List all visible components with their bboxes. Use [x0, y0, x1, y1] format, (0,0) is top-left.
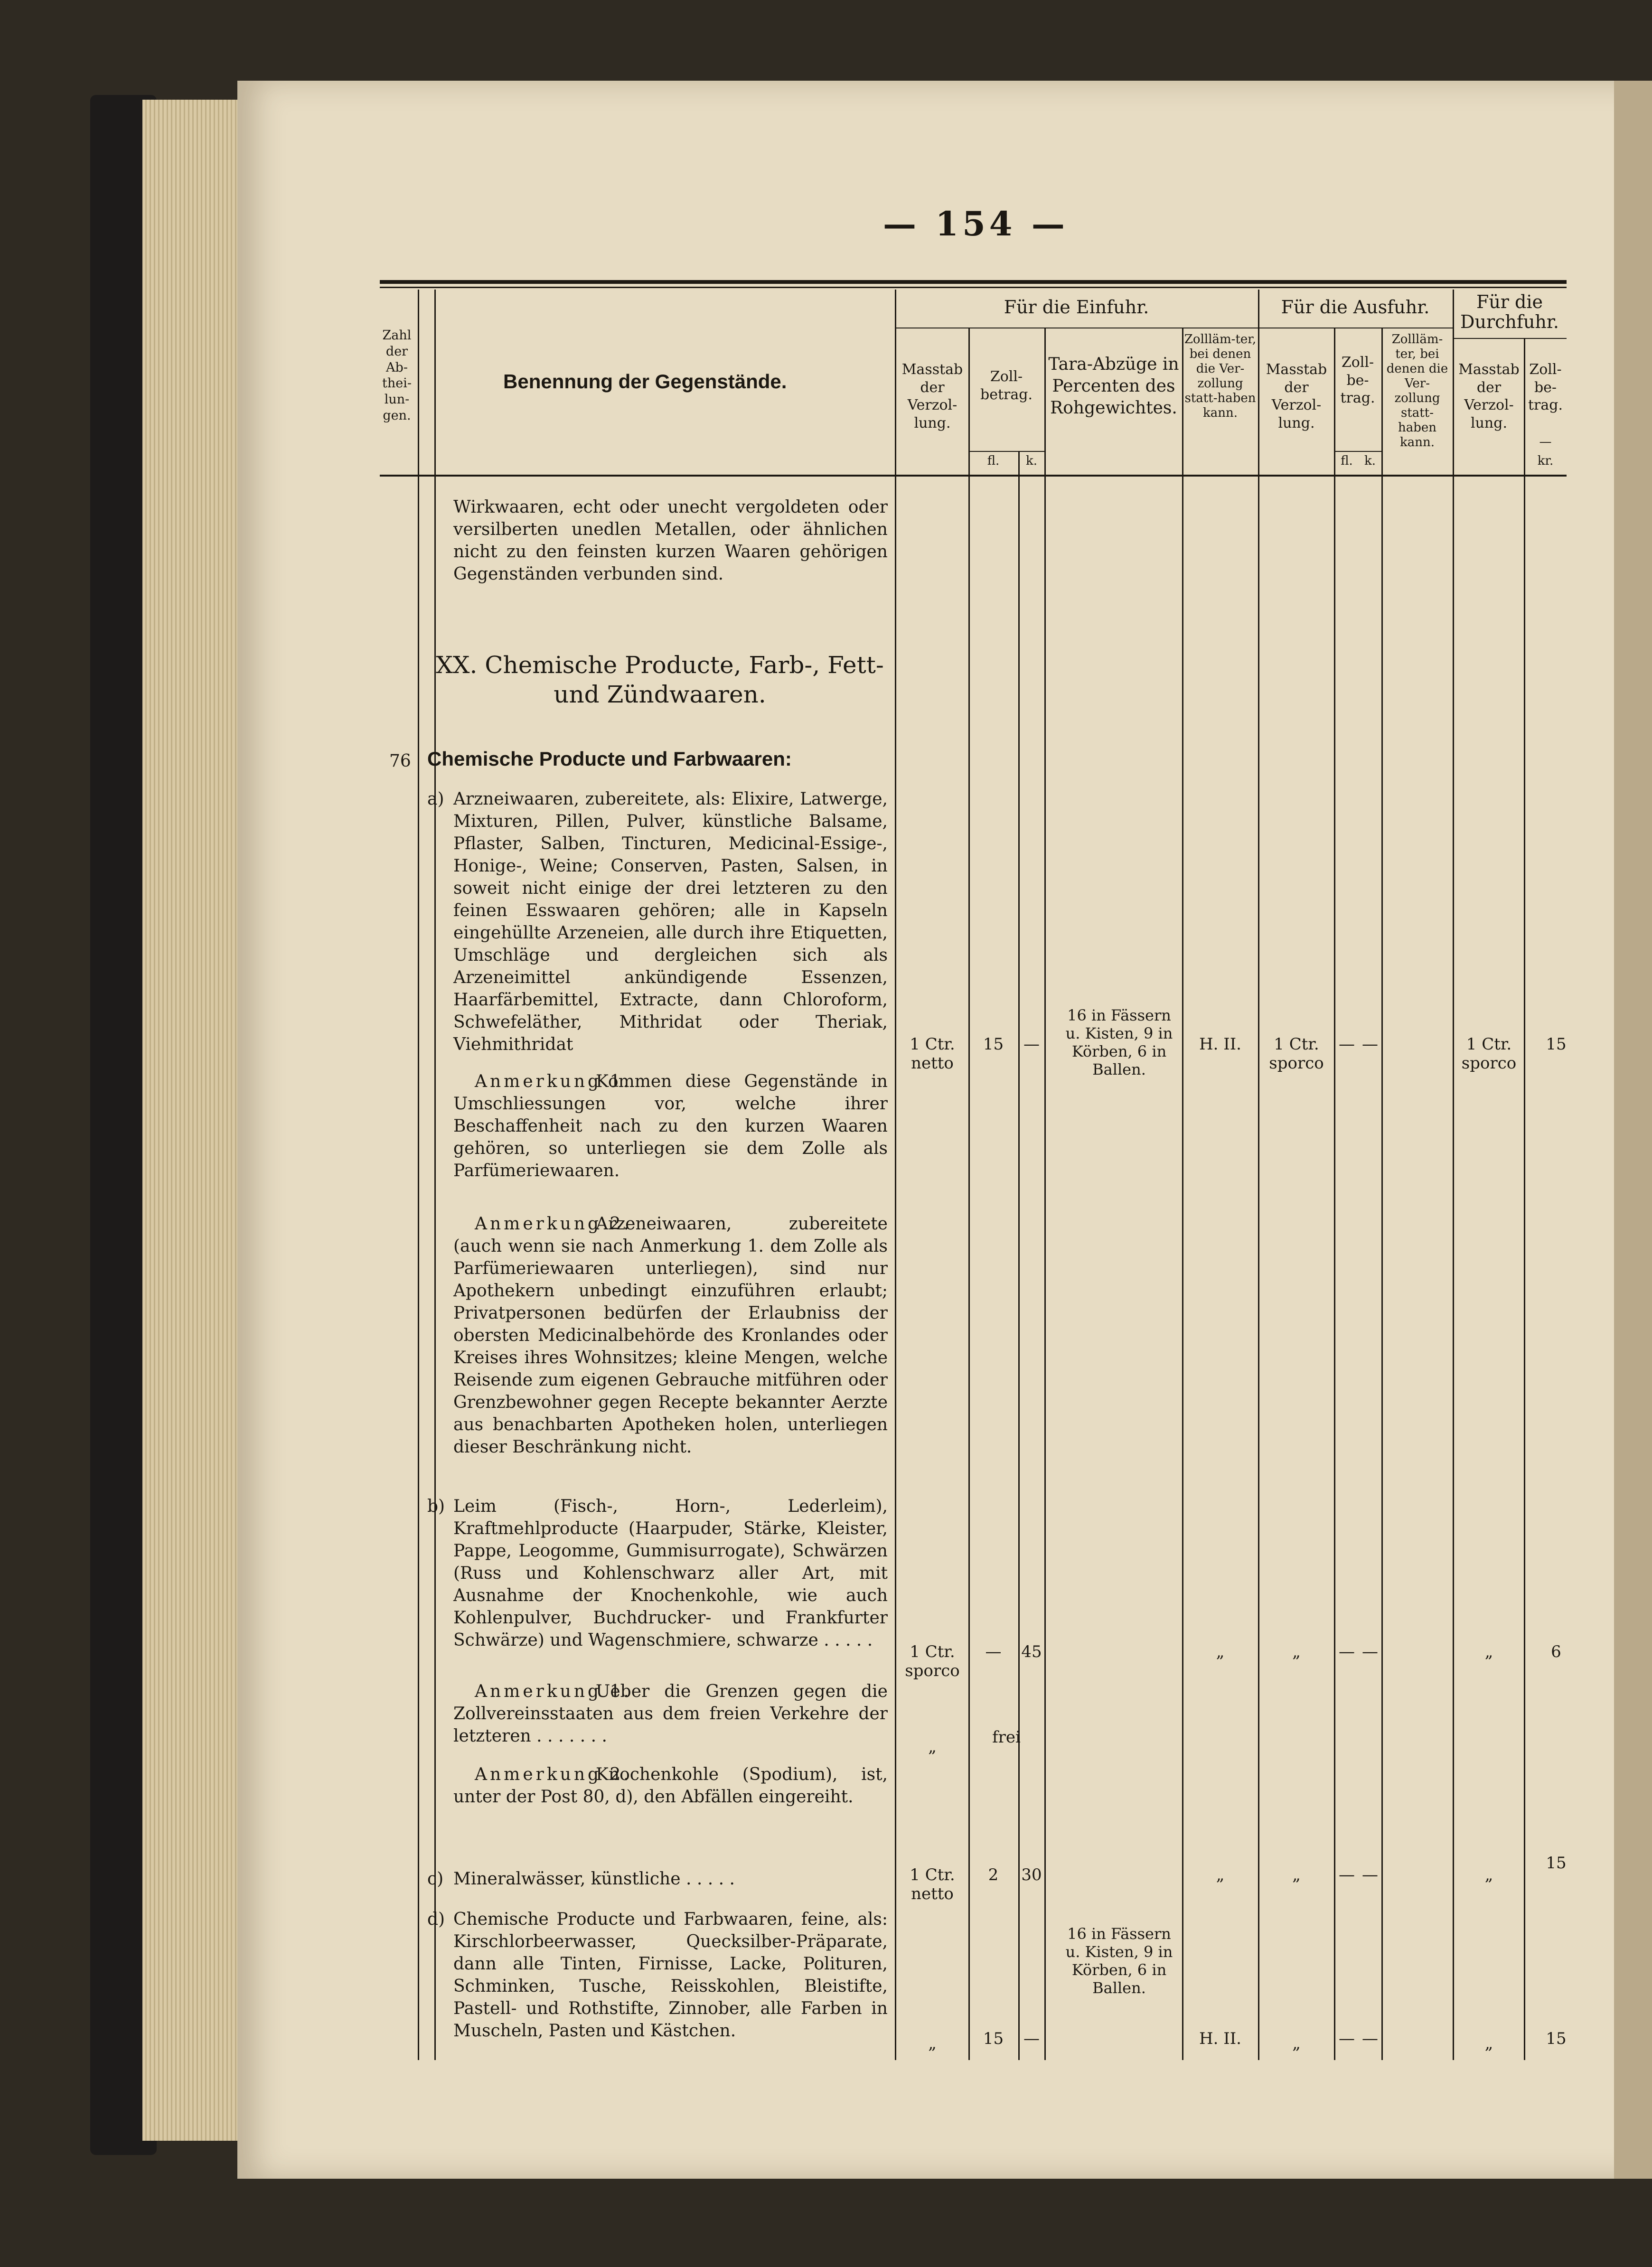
a-aemter: H. II. — [1199, 1035, 1241, 1054]
d-durch-masstab: „ — [1484, 2034, 1493, 2053]
section-heading: XX. Chemische Producte, Farb-, Fett- und Zündwaaren. — [436, 651, 884, 708]
header-k-ausfuhr: k. — [1364, 454, 1376, 468]
a-aus-masstab: 1 Ctr. sporco — [1269, 1035, 1324, 1073]
header-masstab-durchfuhr: Masstab der Verzol-lung. — [1458, 361, 1520, 431]
b-anm1-masstab: „ — [928, 1737, 937, 1756]
item-b-anm2: Knochenkohle (Spodium), ist, unter der Post 80, d), den Abfällen eingereiht. — [453, 1765, 888, 1807]
header-k: k. — [1025, 454, 1038, 468]
a-k: — — [1023, 1035, 1040, 1054]
item-a-anm1-label: Anmerkung 1. — [475, 1072, 632, 1091]
d-aus-k: — — [1362, 2029, 1378, 2048]
a-fl: 15 — [983, 1035, 1004, 1054]
top-rule-thin — [380, 287, 1567, 288]
item-d-label: d) — [427, 1910, 445, 1929]
col-line-8 — [1258, 290, 1259, 2060]
header-ausfuhr: Für die Ausfuhr. — [1281, 297, 1430, 318]
a-aus-fl: — — [1339, 1035, 1355, 1054]
b-fl: — — [985, 1642, 1002, 1661]
d-durch-kr: 15 — [1546, 2029, 1567, 2048]
header-zahl: Zahl der Ab-thei-lun-gen. — [382, 328, 412, 423]
facing-page-edge — [1614, 81, 1652, 2179]
fl-k-divider — [968, 451, 1044, 452]
header-masstab-einfuhr: Masstab der Verzol-lung. — [901, 361, 963, 431]
c-masstab: 1 Ctr. netto — [910, 1865, 955, 1903]
col-line-4 — [968, 328, 970, 2060]
d-fl: 15 — [983, 2029, 1004, 2048]
a-aus-k: — — [1362, 1035, 1378, 1054]
d-k: — — [1023, 2029, 1040, 2048]
col-line-10 — [1381, 328, 1383, 2060]
item-a-text: Arzneiwaaren, zubereitete, als: Elixire, Latwerge, Mixturen, Pillen, Pulver, künstliche Balsame, Pflaster, Salben, Tincturen, Medicinal-Essige-, Honige-, Weine; Conserven, Pasten, Salsen, in soweit nicht einige der drei letzteren zu den feinen Esswaaren gehören; alle in Kapseln eingehüllte Arzeneien, alle durch ihre Etiquetten, Umschläge und dergleichen sich als Arzeneimittel ankündigende Essenzen, Haarfärbemittel, Extracte, dann Chloroform, Schwefeläther, Mithridat oder Theriak, Viehmithridat — [453, 789, 888, 1054]
c-aus-fl: — — [1339, 1865, 1355, 1884]
a-durch-kr: 15 — [1546, 1035, 1567, 1054]
header-zollaemter-ausfuhr: Zollläm-ter, bei denen die Ver-zollung statt-haben kann. — [1386, 332, 1448, 450]
header-einfuhr: Für die Einfuhr. — [1004, 297, 1149, 318]
header-bottom-rule — [380, 475, 1567, 477]
item-c-label: c) — [427, 1869, 444, 1889]
c-aemter: „ — [1216, 1865, 1225, 1884]
b-durch-kr: 6 — [1551, 1642, 1561, 1661]
header-benennung: Benennung der Gegenstände. — [503, 370, 787, 393]
header-dash-durchfuhr: — — [1539, 435, 1552, 449]
b-aus-fl: — — [1339, 1642, 1355, 1661]
d-aemter: H. II. — [1199, 2029, 1241, 2048]
header-durchfuhr: Für die Durchfuhr. — [1460, 291, 1559, 332]
b-anm1-zoll: frei — [992, 1728, 1021, 1747]
b-aus-k: — — [1362, 1642, 1378, 1661]
a-tara: 16 in Fässern u. Kisten, 9 in Körben, 6 in Ballen. — [1065, 1006, 1173, 1078]
header-zollaemter-einfuhr: Zollläm-ter, bei denen die Ver-zollung statt-haben kann. — [1184, 332, 1257, 420]
b-aemter: „ — [1216, 1642, 1225, 1661]
d-tara: 16 in Fässern u. Kisten, 9 in Körben, 6 in Ballen. — [1065, 1925, 1173, 1997]
c-k: 30 — [1021, 1865, 1042, 1884]
header-fl-ausfuhr: fl. — [1341, 454, 1353, 468]
col-line-9 — [1334, 328, 1335, 2060]
b-masstab: 1 Ctr. sporco — [905, 1642, 960, 1680]
top-double-rule — [380, 280, 1567, 284]
col-line-5 — [1018, 451, 1020, 2060]
item-a-anm2-label: Anmerkung 2. — [475, 1214, 632, 1234]
header-kr: kr. — [1537, 454, 1554, 468]
item-a-anm1: Kommen diese Gegenstände in Umschliessungen vor, welche ihrer Beschaffenheit nach zu den kurzen Waaren gehören, so unterliegen sie dem Zolle als Parfümeriewaaren. — [453, 1072, 888, 1180]
d-aus-masstab: „ — [1292, 2034, 1301, 2053]
item-c-text: Mineralwässer, künstliche . . . . . — [453, 1869, 735, 1889]
header-zollbetrag-ausfuhr: Zoll-be-trag. — [1340, 354, 1375, 406]
header-zollbetrag-durchfuhr: Zoll-be-trag. — [1528, 361, 1563, 413]
a-masstab: 1 Ctr. netto — [910, 1035, 955, 1073]
entry-wirkwaaren: Wirkwaaren, echt oder unecht vergoldeten oder versilberten unedlen Metallen, oder ähnlichen nicht zu den feinsten kurzen Waaren gehörigen Gegenständen verbunden sind. — [453, 497, 888, 584]
item-a-label: a) — [427, 789, 444, 809]
item-d-text: Chemische Producte und Farbwaaren, feine, als: Kirschlorbeerwasser, Quecksilber-Präparate, dann alle Tinten, Firnisse, Lacke, Polituren, Schminken, Tusche, Reisskohlen, Bleistifte, Pastell- und Rothstifte, Zinnober, alle Farben in Muscheln, Pasten und Kästchen. — [453, 1910, 888, 2041]
c-fl: 2 — [988, 1865, 999, 1884]
c-durch-kr: 15 — [1546, 1854, 1567, 1873]
header-tara: Tara-Abzüge in Percenten des Rohgewichtes. — [1048, 355, 1179, 418]
col-line-11 — [1453, 290, 1454, 2060]
item-b-anm2-label: Anmerkung 2. — [475, 1765, 632, 1784]
c-aus-masstab: „ — [1292, 1865, 1301, 1884]
header-masstab-ausfuhr: Masstab der Verzol-lung. — [1266, 361, 1327, 431]
item-b-text: Leim (Fisch-, Horn-, Lederleim), Kraftmehlproducte (Haarpuder, Stärke, Kleister, Pappe, Leogomme, Gummisurrogate), Schwärzen (Russ und Kohlenschwarz aller Art, mit Ausnahme der Knochenkohle, wie auch Kohlenpulver, Buchdrucker- und Frankfurter Schwärze) und Wagenschmiere, schwarze . . . . . — [453, 1497, 888, 1650]
col-line-7 — [1182, 328, 1183, 2060]
item-b-anm1: Ueber die Grenzen gegen die Zollvereinsstaaten aus dem freien Verkehre der letzteren . . . . . . . — [453, 1682, 888, 1746]
page-number: — 154 — — [883, 204, 1069, 244]
col-line-6 — [1044, 328, 1046, 2060]
col-line-3 — [895, 290, 896, 2060]
b-durch-masstab: „ — [1484, 1642, 1493, 1661]
item-b-label: b) — [427, 1497, 445, 1516]
col-line-2 — [434, 290, 436, 2060]
item-b-anm1-label: Anmerkung 1. — [475, 1682, 632, 1701]
c-durch-masstab: „ — [1484, 1865, 1493, 1884]
col-line-1 — [418, 290, 419, 2060]
a-durch-masstab: 1 Ctr. sporco — [1461, 1035, 1517, 1073]
durchfuhr-divider — [1453, 338, 1567, 339]
header-fl: fl. — [987, 454, 1000, 468]
b-aus-masstab: „ — [1292, 1642, 1301, 1661]
entry-number-76: 76 — [389, 751, 411, 771]
fl-k-divider-2 — [1334, 451, 1381, 452]
d-aus-fl: — — [1339, 2029, 1355, 2048]
subheading: Chemische Producte und Farbwaaren: — [427, 748, 792, 770]
c-aus-k: — — [1362, 1865, 1378, 1884]
item-a-anm2: Arzeneiwaaren, zubereitete (auch wenn sie nach Anmerkung 1. dem Zolle als Parfümeriewaaren unterliegen), sind nur Apothekern unbedingt einzuführen erlaubt; Privatpersonen bedürfen der Erlaubniss der obersten Medicinalbehörde des Kronlandes oder Kreises ihres Wohnsitzes; kleine Mengen, welche Reisende zum eigenen Gebrauche mitführen oder Grenzbewohner gegen Recepte bekannter Aerzte aus benachbarten Apotheken holen, unterliegen dieser Beschränkung nicht. — [453, 1214, 888, 1457]
d-masstab: „ — [928, 2034, 937, 2053]
header-zollbetrag-einfuhr: Zoll-betrag. — [980, 368, 1032, 403]
b-k: 45 — [1021, 1642, 1042, 1661]
col-line-12 — [1524, 338, 1525, 2060]
